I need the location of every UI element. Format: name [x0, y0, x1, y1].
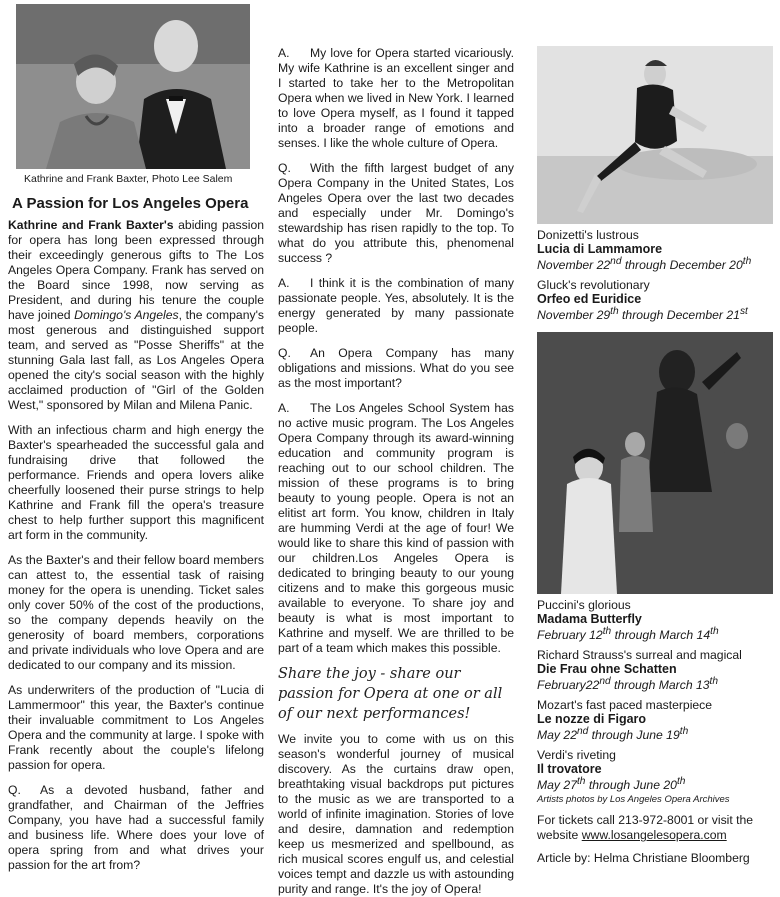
intro-text-2: , the company's most generous and distinguished support team, and served as "Posse Sheriffs" at the stunning Gala last fall, as Los Angeles Opera opened the city's social season with the highly acclaimed production of "Girl of the Golden West," sponsored by Milan and Milena Panic.: [8, 308, 264, 412]
q2-text: With the fifth largest budget of any Opera Company in the United States, Los Angeles Opera over the last two decades and especially under Mr. Domingo's stewardship has risen rapidly to the top. To what do you attribute this, phenomenal success ?: [278, 161, 514, 265]
perf-6-to-sup: th: [676, 776, 686, 788]
perf-4-mid: through March 13: [610, 678, 710, 693]
byline: Article by: Helma Christiane Bloomberg: [537, 851, 750, 866]
paragraph-3: As the Baxter's and their fellow board members can attest to, the essential task of raising money for the opera is unending. Ticket sales only cover 50% of the cost of the productions, so the company depends heavily on the generosity of board members, corporations and private individuals who love Opera and are dedicated to our company and its mission.: [8, 553, 264, 672]
perf-1-from-sup: nd: [610, 256, 622, 267]
perf-1-mid: through December 20: [621, 258, 743, 273]
perf-5-intro: Mozart's fast paced masterpiece: [537, 698, 713, 713]
column-middle: [278, 6, 514, 897]
perf-2-to-sup: st: [739, 306, 748, 318]
q1-label: Q.: [8, 783, 21, 797]
perf-3-title: Madama Butterfly: [537, 612, 642, 627]
perf-4-from-sup: nd: [599, 676, 611, 688]
perf-1-intro: Donizetti's lustrous: [537, 228, 639, 242]
perf-2-from: November 29: [537, 308, 611, 323]
a3-text: The Los Angeles School System has no active music program. The Los Angeles Opera Company through its award-winning education and community program is reaching out to our school children. The mission of these programs is to bring beauty to young people. Opera is not an elitist art form. You know, children in Italy are humming Verdi at the age of four! We would like to share this kind of passion with our children.Los Angeles Opera is dedicated to bringing beauty to our young citizens and to make this gorgeous music available to everyone. To share joy and beauty is what is most important to Kathrine and myself. We are thrilled to be part of a team which makes this possible.: [278, 401, 514, 655]
perf-6-intro: Verdi's riveting: [537, 748, 616, 763]
perf-5-dates: [537, 726, 775, 742]
website-link[interactable]: www.losangelesopera.com: [581, 828, 727, 843]
perf-5-to-sup: th: [679, 726, 689, 738]
perf-1-dates: [537, 256, 775, 272]
baxters-photo: [16, 4, 250, 169]
a2-text: I think it is the combination of many passionate people. Yes, absolutely. It is the energy generated by many passionate people.: [278, 276, 514, 335]
closing-continuation-spacer: [537, 6, 775, 36]
perf-5-mid: through June 19: [588, 728, 680, 743]
perf-4-dates: [537, 676, 775, 692]
question-2: [278, 161, 514, 266]
q3-text: An Opera Company has many obligations and missions. What do you see as the most important?: [278, 346, 514, 390]
photo-credit: Artists photos by Los Angeles Opera Archives: [537, 794, 730, 806]
perf-2-from-sup: th: [610, 306, 619, 318]
answer-3: [278, 401, 514, 656]
intro-lead: Kathrine and Frank Baxter's: [8, 218, 174, 232]
a2-label: A.: [278, 276, 290, 290]
perf-6-from: May 27: [537, 778, 577, 793]
perf-2-dates: [537, 306, 775, 322]
butterfly-photo: [537, 332, 773, 594]
perf-2-intro: Gluck's revolutionary: [537, 278, 650, 293]
perf-4-from: February22: [537, 678, 600, 693]
paragraph-2: With an infectious charm and high energy the Baxter's spearheaded the successful gala and fundraising drive that followed the performance. Friends and opera lovers alike cheerfully loosened their purse strings to help Kathrine and Frank fill the opera's treasure chest to help further support this magnificent art form in the community.: [8, 423, 264, 542]
perf-5-from-sup: nd: [576, 726, 589, 738]
a1-label: A.: [278, 46, 290, 60]
perf-3-dates: [537, 626, 775, 642]
perf-3-from-sup: th: [602, 626, 612, 638]
a3-label: A.: [278, 401, 290, 415]
perf-6-title: Il trovatore: [537, 762, 602, 777]
closing-paragraph: We invite you to come with us on this season's wonderful journey of musical discovery. As the curtains draw open, breathtaking visual backdrops put pictures to the music as we are transported to a world of infinite imagination. Stories of love and desire, damnation and redemption keep us mesmerized and spellbound, as rich musical scores engulf us, and celestial voices tempt and dazzle us with astounding purity and range. It's the joy of Opera!: [278, 732, 514, 896]
article-title: A Passion for Los Angeles Opera: [12, 195, 249, 212]
tickets-text: For tickets call 213-972-8001 or visit the website: [537, 813, 754, 843]
intro-paragraph: [8, 218, 264, 413]
q2-label: Q.: [278, 161, 291, 175]
tickets-info: [537, 813, 775, 843]
column-right: [537, 6, 775, 866]
photo-caption: Kathrine and Frank Baxter, Photo Lee Salem: [24, 173, 233, 185]
column-left: [8, 0, 264, 873]
perf-3-intro: Puccini's glorious: [537, 598, 631, 613]
perf-1-title: Lucia di Lammamore: [537, 242, 663, 256]
perf-2-title: Orfeo ed Euridice: [537, 292, 642, 307]
a1-text: My love for Opera started vicariously. My wife Kathrine is an excellent singer and I started to take her to the Metropolitan Opera when we lived in New York. I learned to love Opera myself, as I found it tapped into a broader range of emotions and senses. I like the whole culture of Opera.: [278, 46, 514, 150]
perf-1-to-sup: th: [742, 256, 752, 267]
lucia-photo-image: [537, 46, 773, 224]
intro-italic: Domingo's Angeles: [74, 308, 179, 322]
perf-6-mid: through June 20: [585, 778, 677, 793]
lucia-photo: [537, 46, 773, 224]
perf-4-intro: Richard Strauss's surreal and magical: [537, 648, 742, 663]
question-1: [8, 783, 264, 873]
perf-6-dates: [537, 776, 775, 792]
perf-1-from: November 22: [537, 258, 611, 273]
q1-text: As a devoted husband, father and grandfather, and Chairman of the Jeffries Company, you have had a successful family and business life. Where does your love of opera spring from and what drives your passion for the art from?: [8, 783, 264, 872]
question-3: [278, 346, 514, 391]
perf-3-mid: through March 14: [611, 628, 711, 643]
pull-quote: Share the joy - share our passion for Opera at one or all of our next performances!: [278, 666, 503, 722]
perf-4-to-sup: th: [709, 676, 719, 688]
paragraph-4: As underwriters of the production of "Lucia di Lammermoor" this year, the Baxter's continue their invaluable commitment to Los Angeles Opera and the community at large. I spoke with Frank recently about the couple's lifelong passion for opera.: [8, 683, 264, 772]
baxters-photo-image: [16, 4, 250, 169]
perf-5-from: May 22: [537, 728, 577, 743]
intro-text-1: abiding passion for opera has long been expressed through their exceedingly generous gifts to The Los Angeles Opera Company. Frank has served on the Board since 1998, now serving as President, and during his tenure the couple have joined: [8, 218, 265, 322]
perf-3-from: February 12: [537, 628, 603, 643]
q3-label: Q.: [278, 346, 291, 360]
perf-4-title: Die Frau ohne Schatten: [537, 662, 677, 677]
perf-3-to-sup: th: [710, 626, 719, 638]
perf-2-mid: through December 21: [618, 308, 740, 323]
butterfly-photo-image: [537, 332, 773, 594]
answer-1: [278, 46, 514, 151]
answer-2: [278, 276, 514, 336]
perf-6-from-sup: th: [576, 776, 586, 788]
perf-5-title: Le nozze di Figaro: [537, 712, 647, 727]
